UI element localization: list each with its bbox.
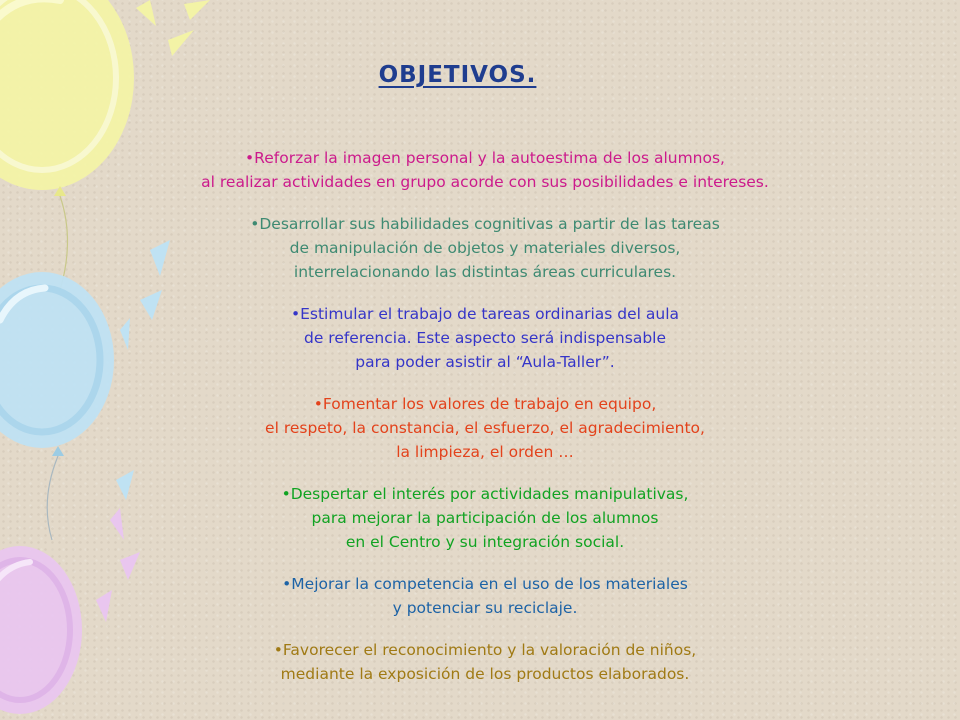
objective-item [0,302,960,374]
objectives-list [0,146,960,704]
objective-item [0,638,960,686]
objective-line: para poder asistir al “Aula-Taller”. [355,353,615,371]
objective-line: interrelacionando las distintas áreas curriculares. [293,263,677,281]
objective-line: •Mejorar la competencia en el uso de los materiales [282,575,688,593]
objective-line: de referencia. Este aspecto será indispensable [303,329,667,347]
objective-line: para mejorar la participación de los alumnos [311,509,659,527]
objective-item [0,212,960,284]
objective-line: •Desarrollar sus habilidades cognitivas a partir de las tareas [250,215,720,233]
objective-line: •Reforzar la imagen personal y la autoestima de los alumnos, [245,149,725,167]
objective-line: •Favorecer el reconocimiento y la valoración de niños, [273,641,697,659]
objective-line: •Fomentar los valores de trabajo en equipo, [313,395,657,413]
objective-line: y potenciar su reciclaje. [392,599,578,617]
objective-line: •Despertar el interés por actividades manipulativas, [281,485,689,503]
objective-line: el respeto, la constancia, el esfuerzo, el agradecimiento, [265,419,705,437]
slide-title: OBJETIVOS. [378,62,537,88]
objective-line: •Estimular el trabajo de tareas ordinarias del aula [290,305,680,323]
objective-item [0,482,960,554]
objective-item [0,392,960,464]
objective-item [0,572,960,620]
objective-line: al realizar actividades en grupo acorde con sus posibilidades e intereses. [201,173,769,191]
objective-line: de manipulación de objetos y materiales diversos, [289,239,681,257]
objective-item [0,146,960,194]
objective-line: mediante la exposición de los productos elaborados. [280,665,690,683]
objective-line: la limpieza, el orden … [396,443,574,461]
objective-line: en el Centro y su integración social. [345,533,625,551]
